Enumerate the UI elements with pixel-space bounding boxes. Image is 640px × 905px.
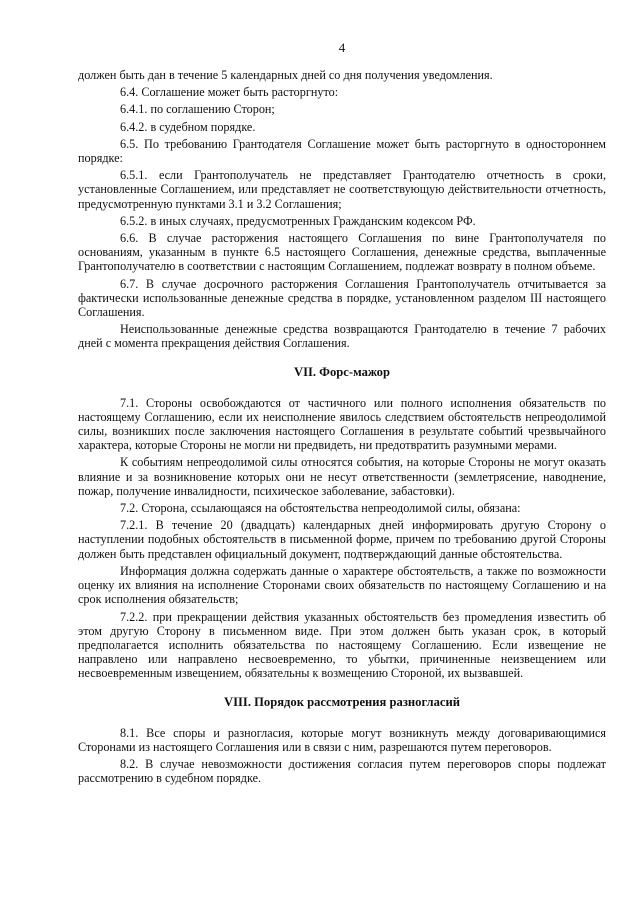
section-7-title: VII. Форс-мажор <box>293 364 390 379</box>
paragraph-6-5-1: 6.5.1. если Грантополучатель не представляет Грантодателю отчетность в сроки, установленные Соглашением, или представляет не соответствующую действительности отчетность, предусмотренную пунктами 3.1 и 3.2 Соглашения; <box>78 168 606 211</box>
paragraph-7-2-2: 7.2.2. при прекращении действия указанных обстоятельств без промедления известить об этом другую Сторону в письменном виде. При этом должен быть указан срок, в который предполагается исполнить обязательства по настоящему Соглашению. Если извещение не направлено или направлено несвоевременно, то убытки, причиненные неизвещением или несвоевременным извещением, обязательны к возмещению Стороной, их вызвавшей. <box>78 609 606 681</box>
paragraph-7-2: 7.2. Сторона, ссылающаяся на обстоятельства непреодолимой силы, обязана: <box>120 501 521 516</box>
paragraph-7-1: 7.1. Стороны освобождаются от частичного или полного исполнения обязательств по настоящему Соглашению, если их неисполнение явилось следствием обстоятельств непреодолимой силы, возникших после заключения настоящего Соглашения в результате событий чрезвычайного характера, которые Стороны не могли ни предвидеть, ни предотвратить разумными мерами. <box>78 395 606 453</box>
paragraph-8-1: 8.1. Все споры и разногласия, которые могут возникнуть между договаривающимися Сторонами из настоящего Соглашения или в связи с ним, разрешаются путем переговоров. <box>78 725 606 754</box>
section-7-body <box>78 396 606 681</box>
paragraph-6-4-2: 6.4.2. в судебном порядке. <box>120 119 256 134</box>
paragraph-6-3-tail: должен быть дан в течение 5 календарных дней со дня получения уведомления. <box>78 68 493 82</box>
section-8-title: VIII. Порядок рассмотрения разногласий <box>224 694 460 709</box>
paragraph-7-1-events: К событиям непреодолимой силы относятся события, на которые Стороны не могут оказать влияние и за возникновение которых они не несут ответственности (землетрясение, наводнение, пожар, получение инвалидности, психическое заболевание, забастовки). <box>78 455 606 498</box>
paragraph-6-4-1: 6.4.1. по соглашению Сторон; <box>120 102 275 117</box>
paragraph-6-6: 6.6. В случае расторжения настоящего Соглашения по вине Грантополучателя по основаниям, указанным в пункте 6.5 настоящего Соглашения, денежные средства, выплаченные Грантополучателю в соответствии с настоящим Соглашением, подлежат возврату в полном объеме. <box>78 231 606 274</box>
paragraph-6-5-2: 6.5.2. в иных случаях, предусмотренных Гражданским кодексом РФ. <box>120 213 476 228</box>
paragraph-7-2-1: 7.2.1. В течение 20 (двадцать) календарных дней информировать другую Сторону о наступлении подобных обстоятельств в письменной форме, причем по требованию другой Стороны должен быть представлен официальный документ, подтверждающий данные обстоятельства. <box>78 518 606 561</box>
paragraph-7-2-1-info: Информация должна содержать данные о характере обстоятельств, а также по возможности оценку их влияния на исполнение Сторонами своих обязательств по настоящему Соглашению и на срок исполнения обязательств; <box>78 563 606 607</box>
paragraph-8-2: 8.2. В случае невозможности достижения согласия путем переговоров споры подлежат рассмотрению в судебном порядке. <box>78 756 606 786</box>
section-8-body <box>78 726 606 786</box>
page-number: 4 <box>338 40 346 55</box>
paragraph-6-4: 6.4. Соглашение может быть расторгнуто: <box>120 85 339 100</box>
paragraph-6-7-unused-funds: Неиспользованные денежные средства возвращаются Грантодателю в течение 7 рабочих дней с момента прекращения действия Соглашения. <box>78 322 606 351</box>
paragraph-6-5: 6.5. По требованию Грантодателя Соглашение может быть расторгнуто в одностороннем порядке: <box>78 136 606 166</box>
section-6-continuation <box>78 68 606 351</box>
paragraph-6-7: 6.7. В случае досрочного расторжения Соглашения Грантополучатель отчитывается за фактически использованные денежные средства в порядке, установленном разделом III настоящего Соглашения. <box>78 276 606 320</box>
